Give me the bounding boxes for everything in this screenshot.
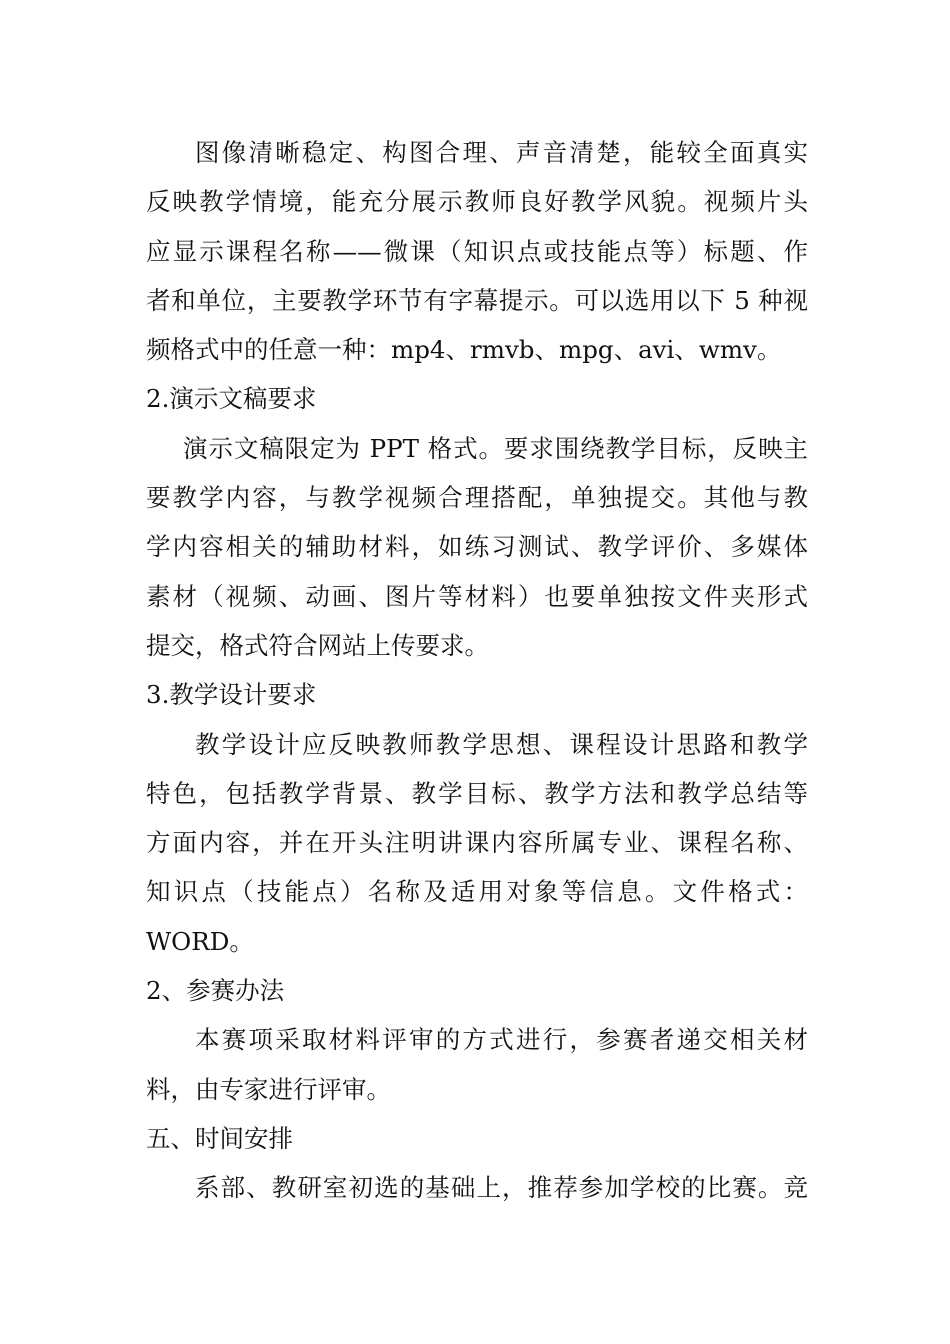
paragraph-video-line-5: 频格式中的任意一种：mp4、rmvb、mpg、avi、wmv。 bbox=[146, 335, 782, 365]
paragraph-design-line-1: 教学设计应反映教师教学思想、课程设计思路和教学 bbox=[195, 729, 808, 759]
paragraph-method-line-2: 料，由专家进行评审。 bbox=[146, 1074, 391, 1104]
heading-teaching-design-requirements: 3.教学设计要求 bbox=[146, 680, 317, 710]
heading-schedule: 五、时间安排 bbox=[146, 1123, 293, 1153]
paragraph-video-line-1: 图像清晰稳定、构图合理、声音清楚，能较全面真实 bbox=[195, 138, 808, 167]
document-page bbox=[146, 128, 808, 1213]
paragraph-video-line-3: 应显示课程名称——微课（知识点或技能点等）标题、作 bbox=[146, 236, 808, 266]
paragraph-ppt-line-5: 提交，格式符合网站上传要求。 bbox=[146, 630, 489, 660]
paragraph-design-line-3: 方面内容，并在开头注明讲课内容所属专业、课程名称、 bbox=[146, 828, 808, 858]
paragraph-schedule-line-1: 系部、教研室初选的基础上，推荐参加学校的比赛。竞 bbox=[195, 1173, 808, 1203]
paragraph-video-line-4: 者和单位，主要教学环节有字幕提示。可以选用以下 5 种视 bbox=[146, 285, 808, 315]
paragraph-video-line-2: 反映教学情境，能充分展示教师良好教学风貌。视频片头 bbox=[146, 187, 808, 217]
paragraph-design-line-2: 特色，包括教学背景、教学目标、教学方法和教学总结等 bbox=[146, 778, 808, 808]
paragraph-design-line-5: WORD。 bbox=[146, 926, 254, 956]
paragraph-ppt-line-4: 素材（视频、动画、图片等材料）也要单独按文件夹形式 bbox=[146, 581, 808, 611]
paragraph-method-line-1: 本赛项采取材料评审的方式进行，参赛者递交相关材 bbox=[195, 1025, 808, 1055]
heading-presentation-requirements: 2.演示文稿要求 bbox=[146, 384, 317, 414]
paragraph-design-line-4: 知识点（技能点）名称及适用对象等信息。文件格式： bbox=[146, 877, 808, 907]
paragraph-ppt-line-3: 学内容相关的辅助材料，如练习测试、教学评价、多媒体 bbox=[146, 532, 808, 562]
paragraph-ppt-line-2: 要教学内容，与教学视频合理搭配，单独提交。其他与教 bbox=[146, 483, 808, 513]
heading-participation-method: 2、参赛办法 bbox=[146, 976, 285, 1006]
paragraph-ppt-line-1: 演示文稿限定为 PPT 格式。要求围绕教学目标，反映主 bbox=[183, 433, 808, 463]
